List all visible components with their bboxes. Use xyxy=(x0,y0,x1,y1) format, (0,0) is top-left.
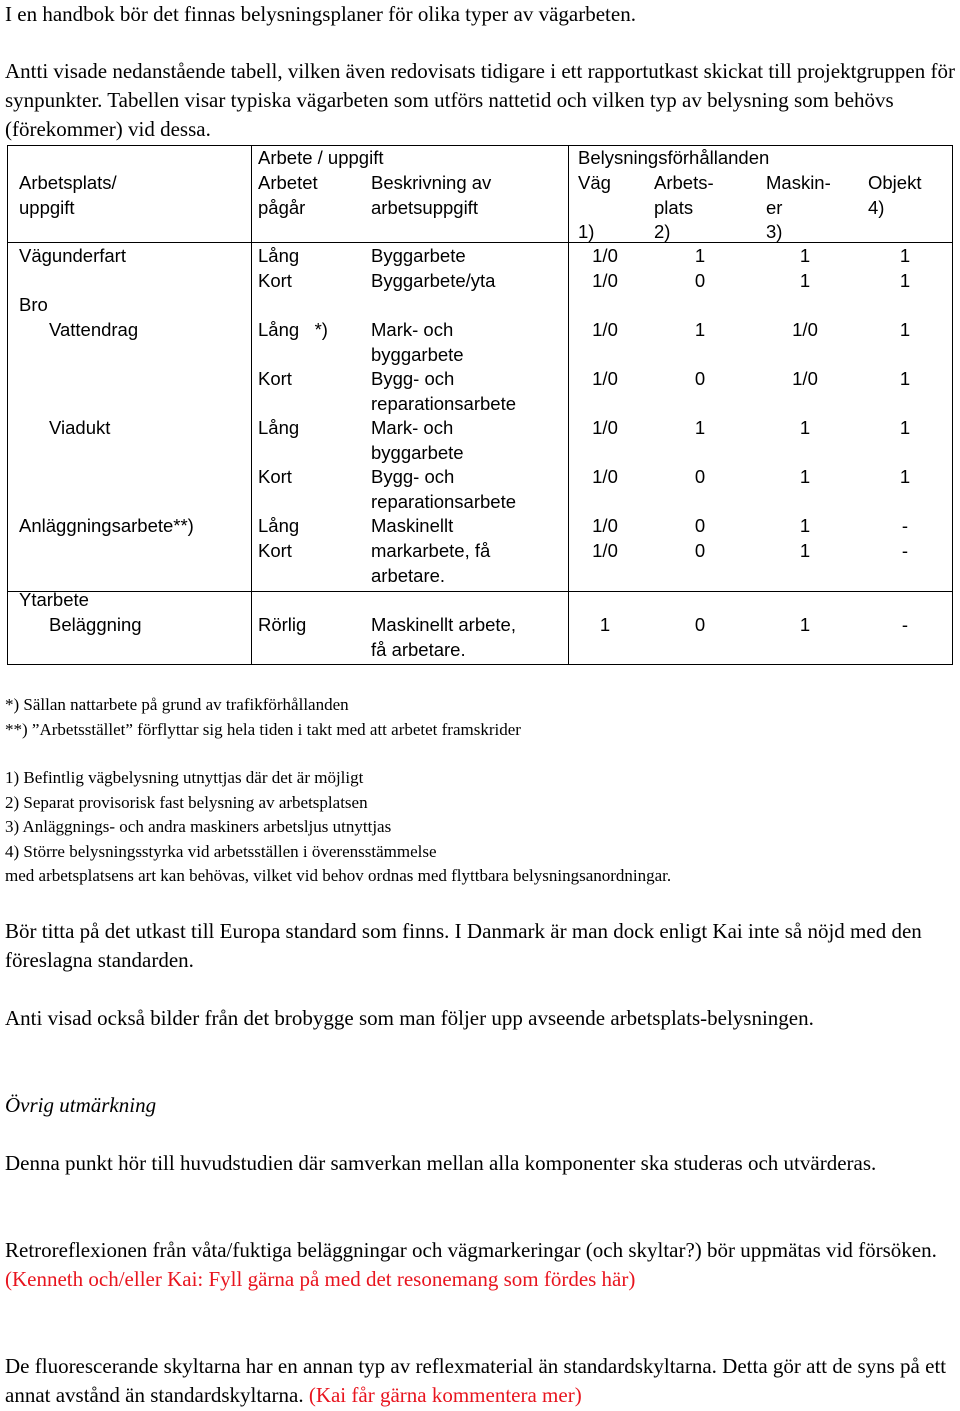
cell-ongoing: Lång *) xyxy=(258,319,328,340)
paragraph-retroreflection xyxy=(5,1236,955,1294)
footnote-4: 4) Större belysningsstyrka vid arbetsställen i överensstämmelse xyxy=(5,841,437,861)
cell-site: Anläggningsarbete**) xyxy=(19,515,194,536)
paragraph-fluorescent-signs xyxy=(5,1352,955,1410)
col-header-machines xyxy=(766,171,831,245)
table-divider xyxy=(8,591,952,592)
cell-object: - xyxy=(901,540,909,561)
col-header-ongoing-line: pågår xyxy=(258,196,306,218)
cell-machines: 1 xyxy=(799,614,811,635)
cell-object: 1 xyxy=(899,368,911,389)
col-header-worksite-line: Arbets- xyxy=(654,172,714,193)
col-header-object xyxy=(868,171,921,220)
col-header-site-line: Arbetsplats/ xyxy=(19,172,117,193)
cell-worksite: 0 xyxy=(694,540,706,561)
col-header-machines-line: 3) xyxy=(766,221,783,242)
paragraph-main-study: Denna punkt hör till huvudstudien där samverkan mellan alla komponenter ska studeras och utvärderas. xyxy=(5,1151,877,1175)
group-header-lighting: Belysningsförhållanden xyxy=(578,147,770,168)
cell-worksite: 0 xyxy=(694,466,706,487)
intro-paragraph-1: I en handbok bör det finnas belysningsplaner för olika typer av vägarbeten. xyxy=(5,2,636,26)
cell-road: 1/0 xyxy=(592,270,618,291)
retroreflection-text: Retroreflexionen från våta/fuktiga beläggningar och vägmarkeringar (och skyltar?) bör uppmätas vid försöken. xyxy=(5,1238,937,1262)
footnotes-stars xyxy=(5,693,955,742)
cell-road: 1/0 xyxy=(592,368,618,389)
cell-description-line: byggarbete xyxy=(371,343,464,365)
cell-description xyxy=(371,514,453,539)
cell-site: Ytarbete xyxy=(19,589,89,610)
cell-machines: 1/0 xyxy=(792,368,818,389)
cell-description-line: få arbetare. xyxy=(371,638,466,660)
cell-description-line: byggarbete xyxy=(371,441,464,463)
cell-ongoing: Kort xyxy=(258,540,292,561)
col-header-object-line: 4) xyxy=(868,196,885,218)
cell-description-line: Mark- och xyxy=(371,417,454,438)
cell-description-line: markarbete, få xyxy=(371,540,491,561)
col-header-road xyxy=(578,171,611,245)
col-header-site-line: uppgift xyxy=(19,196,75,218)
col-header-machines-line: Maskin- xyxy=(766,172,831,193)
table-divider xyxy=(568,146,569,664)
group-header-work: Arbete / uppgift xyxy=(258,147,384,168)
cell-site: Bro xyxy=(19,294,48,315)
col-header-road-line xyxy=(578,196,611,221)
cell-description-line: Maskinellt xyxy=(371,515,454,536)
col-header-machines-line: er xyxy=(766,196,783,218)
fluorescent-comment: (Kai får gärna kommentera mer) xyxy=(308,1383,582,1407)
cell-worksite: 0 xyxy=(694,614,706,635)
col-header-ongoing-line: Arbetet xyxy=(258,172,318,193)
cell-site: Viadukt xyxy=(49,417,111,438)
cell-object: - xyxy=(901,515,909,536)
cell-machines: 1 xyxy=(799,466,811,487)
cell-road: 1/0 xyxy=(592,466,618,487)
cell-worksite: 1 xyxy=(694,245,706,266)
cell-machines: 1 xyxy=(799,417,811,438)
col-header-worksite xyxy=(654,171,714,245)
cell-machines: 1 xyxy=(799,245,811,266)
cell-description-line: Byggarbete xyxy=(371,245,466,266)
footnote-1: 1) Befintlig vägbelysning utnyttjas där det är möjligt xyxy=(5,768,364,787)
lighting-table xyxy=(7,145,953,665)
cell-worksite: 1 xyxy=(694,319,706,340)
cell-description-line: Bygg- och xyxy=(371,368,455,389)
retroreflection-comment: (Kenneth och/eller Kai: Fyll gärna på med det resonemang som fördes här) xyxy=(5,1267,636,1291)
cell-object: - xyxy=(901,614,909,635)
fluorescent-text: De fluorescerande skyltarna har en annan typ av reflexmaterial än standardskyltarna. Detta gör att de syns på ett annat avstånd än standardskyltarna. xyxy=(5,1354,947,1407)
col-header-description xyxy=(371,171,491,220)
cell-description-line: Maskinellt arbete, xyxy=(371,614,516,635)
col-header-description-line: Beskrivning av xyxy=(371,172,492,193)
cell-ongoing: Lång xyxy=(258,515,300,536)
cell-ongoing: Kort xyxy=(258,466,292,487)
col-header-site xyxy=(19,171,117,220)
cell-machines: 1/0 xyxy=(792,319,818,340)
cell-road: 1/0 xyxy=(592,540,618,561)
cell-site: Vägunderfart xyxy=(19,245,126,266)
paragraph-europe-standard: Bör titta på det utkast till Europa standard som finns. I Danmark är man dock enligt Kai inte så nöjd med den föreslagna standarden. xyxy=(5,919,922,972)
col-header-worksite-line: plats xyxy=(654,196,694,218)
cell-description-line: reparationsarbete xyxy=(371,490,517,512)
footnote-single-star: *) Sällan nattarbete på grund av trafikförhållanden xyxy=(5,695,349,714)
cell-worksite: 0 xyxy=(694,368,706,389)
cell-description xyxy=(371,318,464,367)
cell-road: 1 xyxy=(599,614,611,635)
col-header-description-line: arbetsuppgift xyxy=(371,196,478,218)
cell-description xyxy=(371,465,516,514)
cell-ongoing: Lång xyxy=(258,245,300,266)
cell-road: 1/0 xyxy=(592,515,618,536)
footnote-double-star: **) ”Arbetsstället” förflyttar sig hela tiden i takt med att arbetet framskrider xyxy=(5,719,521,739)
cell-object: 1 xyxy=(899,319,911,340)
cell-worksite: 0 xyxy=(694,270,706,291)
cell-machines: 1 xyxy=(799,540,811,561)
col-header-road-line: 1) xyxy=(578,221,595,242)
paragraph-bridge-images: Anti visad också bilder från det brobygge som man följer upp avseende arbetsplats-belysningen. xyxy=(5,1006,814,1030)
cell-description xyxy=(371,269,495,294)
footnote-4-continued: med arbetsplatsens art kan behövas, vilket vid behov ordnas med flyttbara belysningsanordningar. xyxy=(5,866,672,885)
intro-paragraph-2: Antti visade nedanstående tabell, vilken även redovisats tidigare i ett rapportutkast skickat till projektgruppen för synpunkter. Tabellen visar typiska vägarbeten som utförs nattetid och vilken typ av belysning som behövs (förekommer) vid dessa. xyxy=(5,59,955,141)
col-header-worksite-line: 2) xyxy=(654,221,671,242)
cell-description-line: arbetare. xyxy=(371,564,446,586)
cell-description xyxy=(371,613,516,662)
footnote-2: 2) Separat provisorisk fast belysning av arbetsplatsen xyxy=(5,792,368,812)
cell-object: 1 xyxy=(899,270,911,291)
cell-machines: 1 xyxy=(799,515,811,536)
cell-road: 1/0 xyxy=(592,319,618,340)
cell-road: 1/0 xyxy=(592,417,618,438)
cell-description xyxy=(371,367,516,416)
section-heading-ovrig-utmarkning: Övrig utmärkning xyxy=(5,1093,157,1117)
footnotes-numbered xyxy=(5,766,955,889)
cell-ongoing: Kort xyxy=(258,368,292,389)
cell-site: Beläggning xyxy=(49,614,142,635)
cell-ongoing: Kort xyxy=(258,270,292,291)
cell-object: 1 xyxy=(899,466,911,487)
footnote-3: 3) Anläggnings- och andra maskiners arbetsljus utnyttjas xyxy=(5,817,392,836)
col-header-ongoing xyxy=(258,171,318,220)
cell-description xyxy=(371,244,466,269)
cell-ongoing: Rörlig xyxy=(258,614,307,635)
cell-description-line: Bygg- och xyxy=(371,466,455,487)
cell-description xyxy=(371,539,490,588)
cell-site: Vattendrag xyxy=(49,319,139,340)
cell-machines: 1 xyxy=(799,270,811,291)
cell-ongoing: Lång xyxy=(258,417,300,438)
cell-road: 1/0 xyxy=(592,245,618,266)
col-header-object-line: Objekt xyxy=(868,172,922,193)
cell-worksite: 1 xyxy=(694,417,706,438)
cell-description-line: Mark- och xyxy=(371,319,454,340)
col-header-road-line: Väg xyxy=(578,172,611,193)
cell-object: 1 xyxy=(899,245,911,266)
cell-description xyxy=(371,416,464,465)
cell-object: 1 xyxy=(899,417,911,438)
table-divider xyxy=(251,146,252,664)
cell-worksite: 0 xyxy=(694,515,706,536)
cell-description-line: reparationsarbete xyxy=(371,392,517,414)
cell-description-line: Byggarbete/yta xyxy=(371,270,496,291)
